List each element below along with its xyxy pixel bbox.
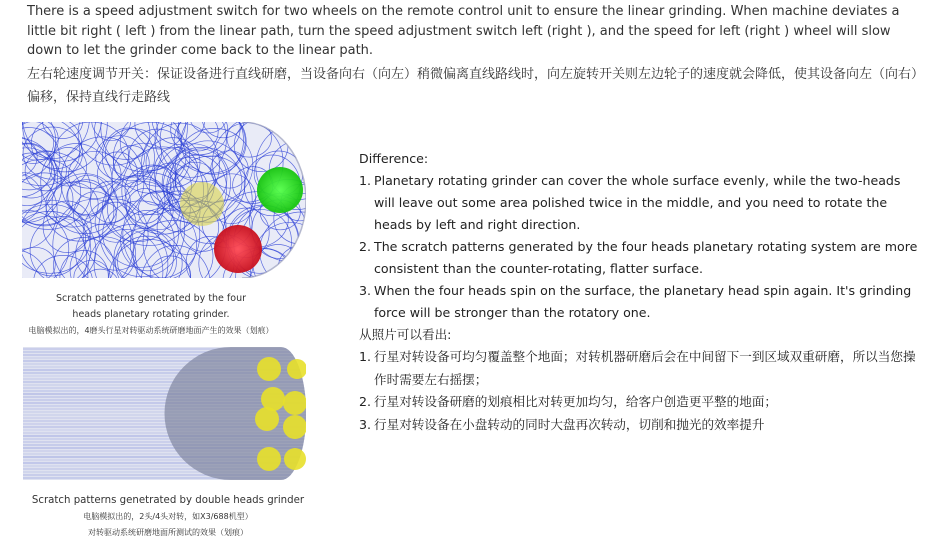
chinese-summary-item [359, 414, 919, 437]
red-head [214, 225, 262, 273]
double-head-caption-english: Scratch patterns genetrated by double heads grinder [31, 495, 305, 506]
green-head [257, 167, 303, 213]
intro-english: There is a speed adjustment switch for two wheels on the remote control unit to ensure the linear grinding. When machine deviates a little bit right ( left ) from the linear path, turn the speed adjustment switch left (right ), and the speed for left (right ) wheel will slow down to let the grinder come back to the linear path. [27, 4, 900, 58]
difference-item-number: 3. [359, 283, 372, 298]
difference-item [359, 280, 919, 324]
planetary-caption-chinese: 电脑模拟出的，4磨头行星对转驱动系统研磨地面产生的效果（划痕） [28, 326, 274, 335]
double-head-yellow-6 [283, 415, 306, 439]
double-head-yellow-8 [284, 448, 306, 470]
yellow-head [180, 182, 224, 226]
intro-text [27, 2, 927, 109]
chinese-summary-item-number: 1. [359, 349, 372, 364]
chinese-summary-title: 从照片可以看出: [359, 327, 452, 342]
difference-item [359, 236, 919, 280]
difference-item-text: Planetary rotating grinder can cover the whole surface evenly, while the two-heads will leave out some area polished twice in the middle, and you need to rotate the heads by left and right direction. [374, 173, 901, 232]
difference-item-text: The scratch patterns generated by the four heads planetary rotating system are more consistent than the counter-rotating, flatter surface. [374, 239, 918, 276]
chinese-summary-item-number: 2. [359, 394, 372, 409]
chinese-summary-item-text: 行星对转设备在小盘转动的同时大盘再次转动，切削和抛光的效率提升 [374, 416, 765, 432]
chinese-summary-item [359, 346, 919, 391]
planetary-caption [10, 291, 292, 339]
chinese-summary-item-text: 行星对转设备研磨的划痕相比对转更加均匀，给客户创造更平整的地面； [374, 394, 777, 409]
difference-item-number: 1. [359, 173, 372, 188]
double-head-yellow-1 [257, 357, 281, 381]
difference-title: Difference: [359, 151, 429, 166]
double-head-caption-chinese-2: 对转驱动系统研磨地面所测试的效果（划痕） [88, 528, 248, 537]
planetary-scratch-pattern-image [22, 122, 306, 278]
double-head-yellow-4 [283, 391, 306, 415]
chinese-summary-item [359, 391, 919, 414]
difference-section [359, 148, 919, 436]
chinese-summary-item-text: 行星对转设备可均匀覆盖整个地面；对转机器研磨后会在中间留下一到区域双重研磨，所以当您操作时需要左右摇摆； [374, 349, 916, 387]
double-head-caption-chinese-1: 电脑模拟出的，2头/4头对转，如X3/688机型） [83, 512, 253, 521]
difference-item-text: When the four heads spin on the surface, the planetary head spin again. It's grinding force will be stronger than the rotatory one. [374, 283, 912, 320]
intro-chinese: 左右轮速度调节开关：保证设备进行直线研磨，当设备向右（向左）稍微偏离直线路线时，向左旋转开关则左边轮子的速度就会降低，使其设备向左（向右）偏移，保持直线行走路线 [27, 66, 925, 105]
double-head-caption [26, 493, 310, 541]
difference-item-number: 2. [359, 239, 372, 254]
chinese-summary-item-number: 3. [359, 416, 372, 432]
planetary-caption-english: Scratch patterns genetrated by the four heads planetary rotating grinder. [55, 293, 247, 320]
double-head-scratch-pattern-image [23, 347, 306, 480]
difference-item [359, 170, 919, 236]
double-head-yellow-7 [257, 447, 281, 471]
double-head-yellow-5 [255, 407, 279, 431]
